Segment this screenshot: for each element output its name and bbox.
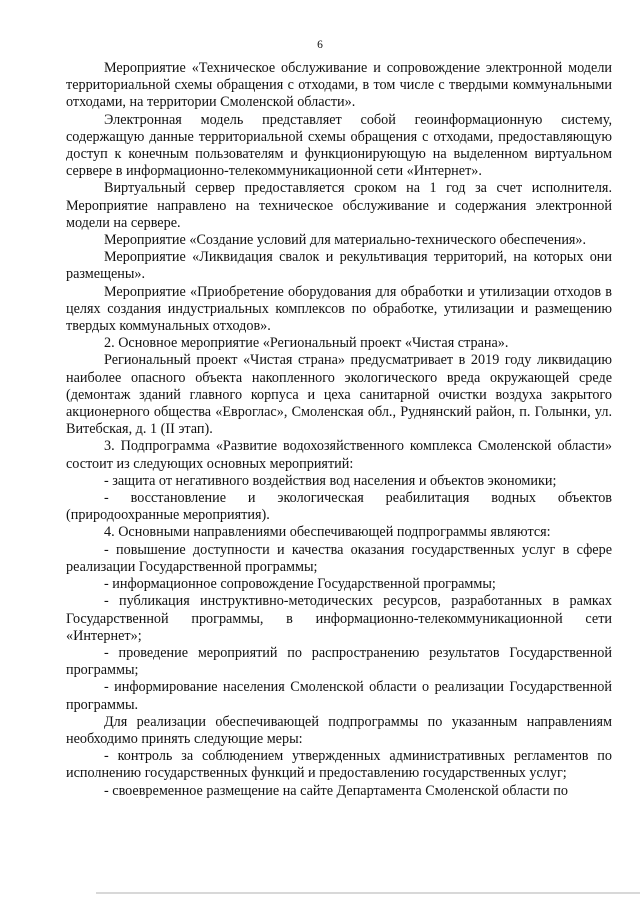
paragraph-7: 2. Основное мероприятие «Региональный проект «Чистая страна». xyxy=(104,335,509,352)
paragraph-1: Мероприятие «Техническое обслуживание и сопровождение электронной модели территориальной схемы обращения с отходами, в том числе с твердыми коммунальными отходами, на территории Смоленской области». xyxy=(66,60,612,111)
list-item: - защита от негативного воздействия вод населения и объектов экономики; xyxy=(104,472,557,489)
scan-edge-divider xyxy=(96,892,640,894)
list-item: - информирование населения Смоленской области о реализации Государственной программы. xyxy=(66,679,612,713)
paragraph-5: Мероприятие «Ликвидация свалок и рекультивация территорий, на которых они размещены». xyxy=(66,249,612,283)
list-item: - своевременное размещение на сайте Департамента Смоленской области по xyxy=(104,782,568,799)
paragraph-12: 4. Основными направлениями обеспечивающей подпрограммы являются: xyxy=(104,524,551,541)
page-number: 6 xyxy=(317,39,323,51)
list-item: - повышение доступности и качества оказания государственных услуг в сфере реализации Государственной программы; xyxy=(66,541,612,575)
paragraph-2: Электронная модель представляет собой геоинформационную систему, содержащую данные территориальной схемы обращения с отходами, предоставляющую доступ к конечным пользователям и функционирующую на выделенном виртуальном сервере в информационно-телекоммуникационной сети «Интернет». xyxy=(66,111,612,180)
list-item: - информационное сопровождение Государственной программы; xyxy=(104,576,496,593)
document-body xyxy=(66,60,612,800)
list-item: - контроль за соблюдением утвержденных административных регламентов по исполнению государственных функций и предоставлению государственных услуг; xyxy=(66,748,612,782)
list-item: - проведение мероприятий по распространению результатов Государственной программы; xyxy=(66,644,612,679)
list-item: - восстановление и экологическая реабилитация водных объектов (природоохранные мероприятия). xyxy=(66,490,612,524)
paragraph-8: Региональный проект «Чистая страна» предусматривает в 2019 году ликвидацию наиболее опасного объекта накопленного экологического вреда окружающей среде (демонтаж зданий главного корпуса и цеха санитарной очистки воздуха закрытого акционерного общества «Евроглас», Смоленская обл., Руднянский район, п. Голынки, ул. Витебская, д. 1 (II этап). xyxy=(66,352,612,438)
list-item: - публикация инструктивно-методических ресурсов, разработанных в рамках Государственной программы, в информационно-телекоммуникационной сети «Интернет»; xyxy=(66,593,612,644)
paragraph-3: Виртуальный сервер предоставляется сроком на 1 год за счет исполнителя. Мероприятие направлено на техническое обслуживание и содержания электронной модели на сервере. xyxy=(66,180,612,231)
paragraph-9: 3. Подпрограмма «Развитие водохозяйственного комплекса Смоленской области» состоит из следующих основных мероприятий: xyxy=(66,438,612,472)
paragraph-4: Мероприятие «Создание условий для материально-технического обеспечения». xyxy=(104,232,587,249)
paragraph-6: Мероприятие «Приобретение оборудования для обработки и утилизации отходов в целях создания индустриальных комплексов по обработке, утилизации и размещению твердых коммунальных отходов». xyxy=(66,283,612,335)
paragraph-18: Для реализации обеспечивающей подпрограммы по указанным направлениям необходимо принять следующие меры: xyxy=(66,713,612,747)
